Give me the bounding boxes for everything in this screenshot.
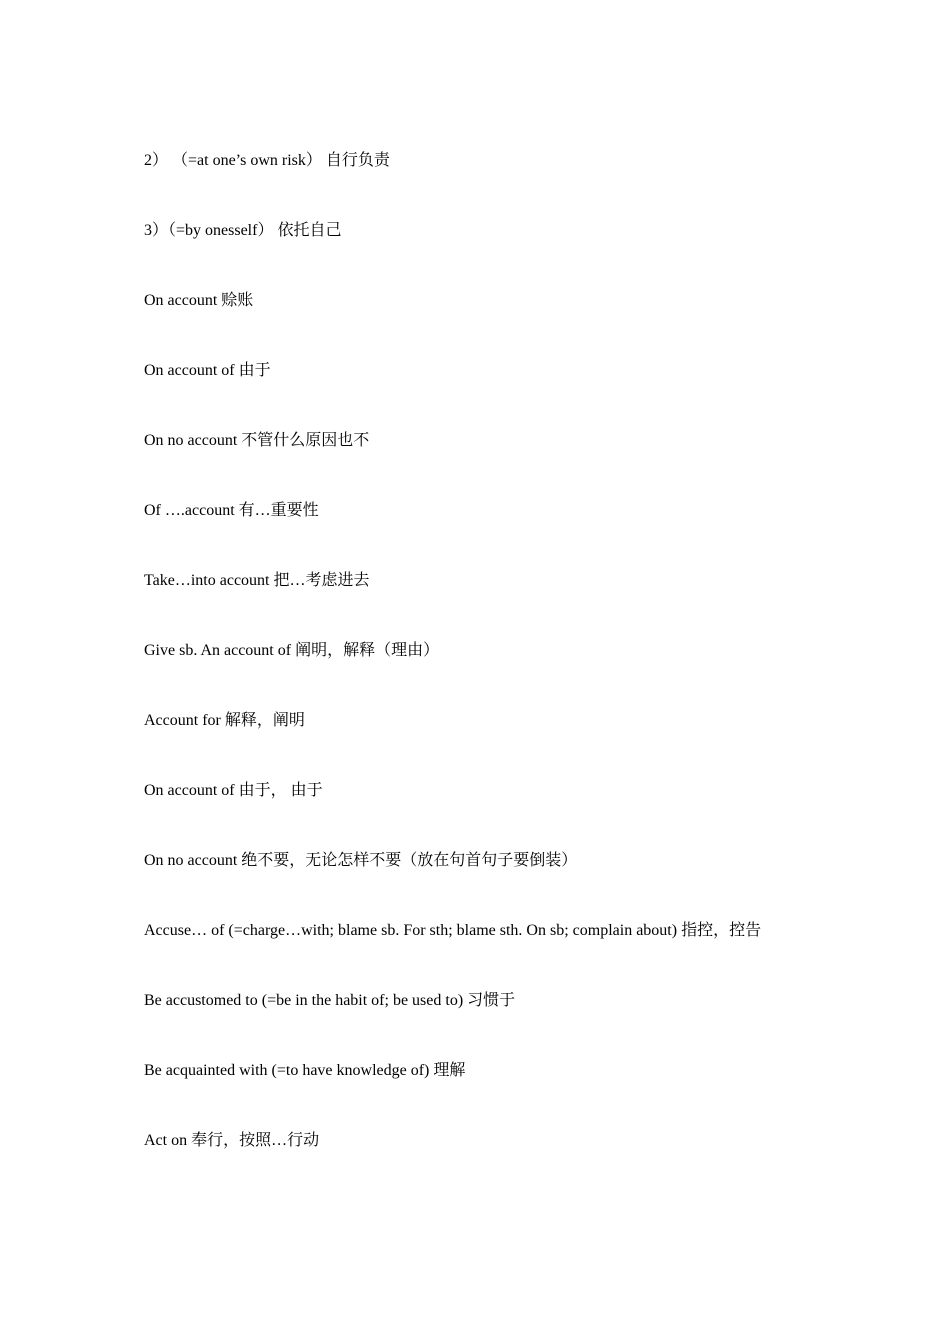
text-line: Be accustomed to (=be in the habit of; be used to) 习惯于 [144, 992, 516, 1009]
text-line: Take…into account 把…考虑进去 [144, 572, 370, 589]
text-line: 2） （=at one’s own risk） 自行负责 [144, 152, 390, 169]
text-line: Give sb. An account of 阐明，解释（理由） [144, 642, 440, 659]
text-line: Of ….account 有…重要性 [144, 502, 319, 519]
text-line: Account for 解释，阐明 [144, 712, 305, 729]
text-line: Be acquainted with (=to have knowledge of) 理解 [144, 1062, 466, 1079]
text-line: On no account 绝不要，无论怎样不要（放在句首句子要倒装） [144, 852, 578, 869]
text-line: On account 赊账 [144, 292, 254, 309]
document-body [144, 148, 844, 1198]
text-line: On no account 不管什么原因也不 [144, 432, 370, 449]
text-line: On account of 由于， 由于 [144, 782, 323, 799]
text-line: 3）（=by onesself） 依托自己 [144, 222, 342, 239]
text-line: On account of 由于 [144, 362, 271, 379]
text-line: Accuse… of (=charge…with; blame sb. For sth; blame sth. On sb; complain about) 指控，控告 [144, 922, 762, 939]
text-line: Act on 奉行，按照…行动 [144, 1132, 320, 1149]
